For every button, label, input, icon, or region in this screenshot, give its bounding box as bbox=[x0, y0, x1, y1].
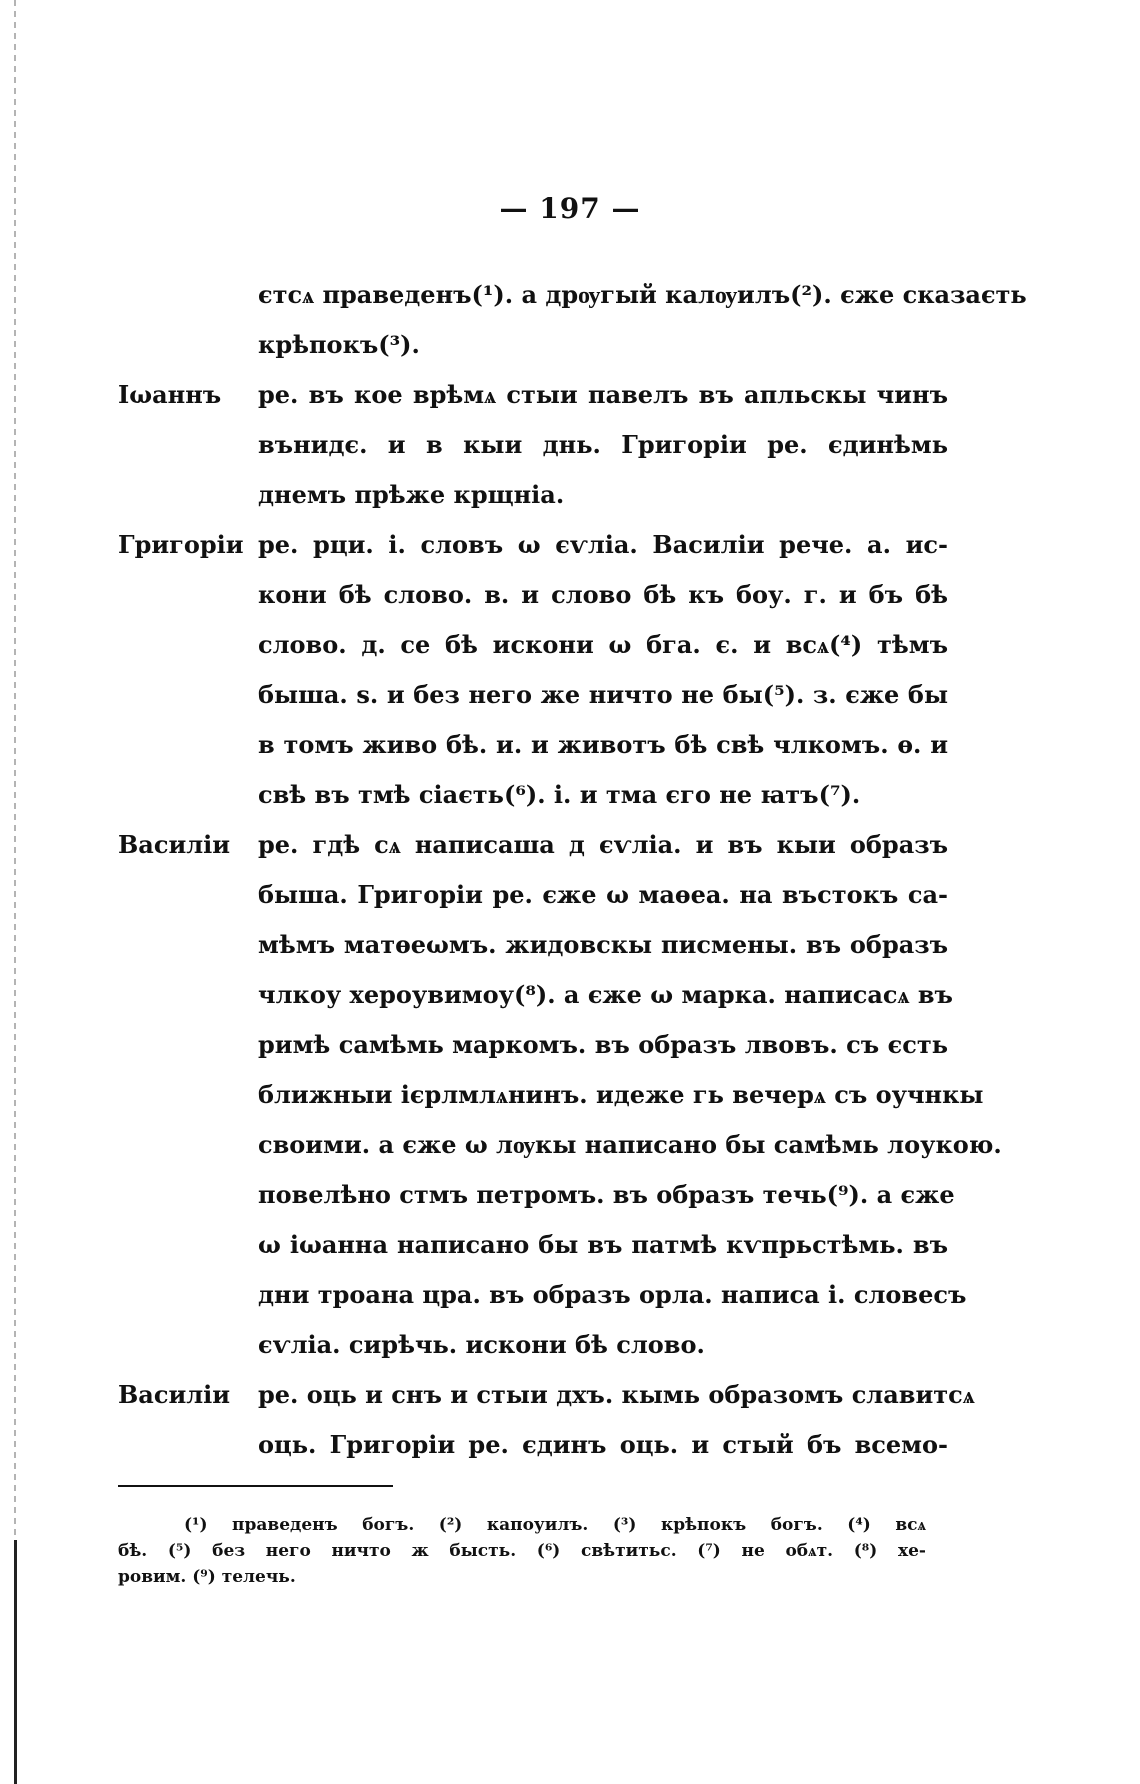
text-line bbox=[118, 420, 948, 470]
line-text: днемъ прѣже крщніа. bbox=[258, 480, 565, 509]
line-text: мѣмъ матѳеωмъ. жидовскы писмены. въ образъ bbox=[258, 930, 948, 959]
line-text: дни троана цра. въ образъ орла. написа і. словесъ bbox=[258, 1280, 967, 1309]
line-text: быша. Григоріи ре. єже ω маѳеа. на въстокъ са- bbox=[258, 880, 948, 909]
text-line bbox=[118, 1020, 948, 1070]
line-text: крѣпокъ(³). bbox=[258, 330, 420, 359]
text-line bbox=[118, 1120, 1002, 1170]
page-binding-edge bbox=[14, 0, 16, 1784]
line-text: вънидє. и в кыи днь. Григоріи ре. єдинѣмь bbox=[258, 430, 948, 459]
text-line bbox=[118, 820, 948, 870]
line-text: ре. гдѣ сѧ написаша д єѵліа. и въ кыи образъ bbox=[258, 830, 948, 859]
line-text: ω іωанна написано бы въ патмѣ кѵпрьстѣмь. въ bbox=[258, 1230, 948, 1259]
text-line bbox=[118, 1170, 955, 1220]
page-number: — 197 — bbox=[499, 192, 641, 225]
footnote-line: ровим. (⁹) телечь. bbox=[118, 1567, 296, 1587]
line-text: члкоу хероувимоу(⁸). а єже ω марка. написасѧ въ bbox=[258, 980, 953, 1009]
text-line bbox=[118, 1220, 948, 1270]
footnote-line: бѣ. (⁵) без него ничто ж бысть. (⁶) свѣтитьс. (⁷) не обѧт. (⁸) хе- bbox=[118, 1541, 926, 1561]
text-line bbox=[118, 1370, 975, 1420]
text-line bbox=[118, 720, 948, 770]
line-text: быша. ѕ. и без него же ничто не бы(⁵). з. єже бы bbox=[258, 680, 948, 709]
text-line bbox=[118, 870, 948, 920]
line-text: ре. въ кое врѣмѧ стыи павелъ въ апльскы чинъ bbox=[258, 380, 948, 409]
text-line bbox=[118, 1070, 984, 1120]
text-line bbox=[118, 1270, 967, 1320]
footnotes bbox=[118, 1512, 926, 1590]
footnote-line: (¹) праведенъ богъ. (²) капоуилъ. (³) крѣпокъ богъ. (⁴) всѧ bbox=[184, 1515, 926, 1535]
main-text bbox=[118, 270, 1027, 1470]
line-text: свѣ въ тмѣ сіаєть(⁶). і. и тма єго не ꙗтъ(⁷). bbox=[258, 780, 861, 809]
footnote-divider bbox=[118, 1485, 393, 1487]
line-text: кони бѣ слово. в. и слово бѣ къ боу. г. и бъ бѣ bbox=[258, 580, 948, 609]
line-text: повелѣно стмъ петромъ. въ образъ течь(⁹). а єже bbox=[258, 1180, 955, 1209]
text-line bbox=[118, 620, 948, 670]
text-line bbox=[118, 920, 948, 970]
line-text: оць. Григоріи ре. єдинъ оць. и стый бъ всемо- bbox=[258, 1430, 948, 1459]
text-line bbox=[118, 570, 948, 620]
text-line bbox=[118, 470, 948, 520]
speaker-label: Василіи bbox=[118, 1380, 231, 1409]
line-text: єтсѧ праведенъ(¹). а дрѹгый калѹилъ(²). єже сказаєть bbox=[258, 280, 1027, 309]
text-line bbox=[118, 970, 953, 1020]
line-text: слово. д. се бѣ искони ω бга. є. и всѧ(⁴) тѣмъ bbox=[258, 630, 948, 659]
text-line bbox=[118, 520, 948, 570]
line-text: в томъ живо бѣ. и. и животъ бѣ свѣ члкомъ. ѳ. и bbox=[258, 730, 948, 759]
line-text: ближныи ієрлмлѧнинъ. идеже гь вечерѧ съ оучнкы bbox=[258, 1080, 984, 1109]
line-text: римѣ самѣмь маркомъ. въ образъ лвовъ. съ єсть bbox=[258, 1030, 948, 1059]
text-line bbox=[118, 670, 948, 720]
speaker-label: Григоріи bbox=[118, 530, 244, 559]
text-line bbox=[118, 770, 948, 820]
text-line bbox=[118, 1320, 948, 1370]
line-text: ре. рци. і. словъ ω єѵліа. Василіи рече. а. ис- bbox=[258, 530, 948, 559]
text-line bbox=[118, 370, 948, 420]
line-text: єѵліа. сирѣчь. искони бѣ слово. bbox=[258, 1330, 705, 1359]
line-text: ре. оць и снъ и стыи дхъ. кымь образомъ славитсѧ bbox=[258, 1380, 975, 1409]
speaker-label: Василіи bbox=[118, 830, 231, 859]
text-line bbox=[118, 1420, 948, 1470]
text-line bbox=[118, 320, 948, 370]
page-binding-edge-dark bbox=[14, 1540, 17, 1784]
text-line bbox=[118, 270, 1027, 320]
line-text: своими. а єже ω лѹкы написано бы самѣмь лоукою. bbox=[258, 1130, 1002, 1159]
speaker-label: Іωаннъ bbox=[118, 380, 222, 409]
